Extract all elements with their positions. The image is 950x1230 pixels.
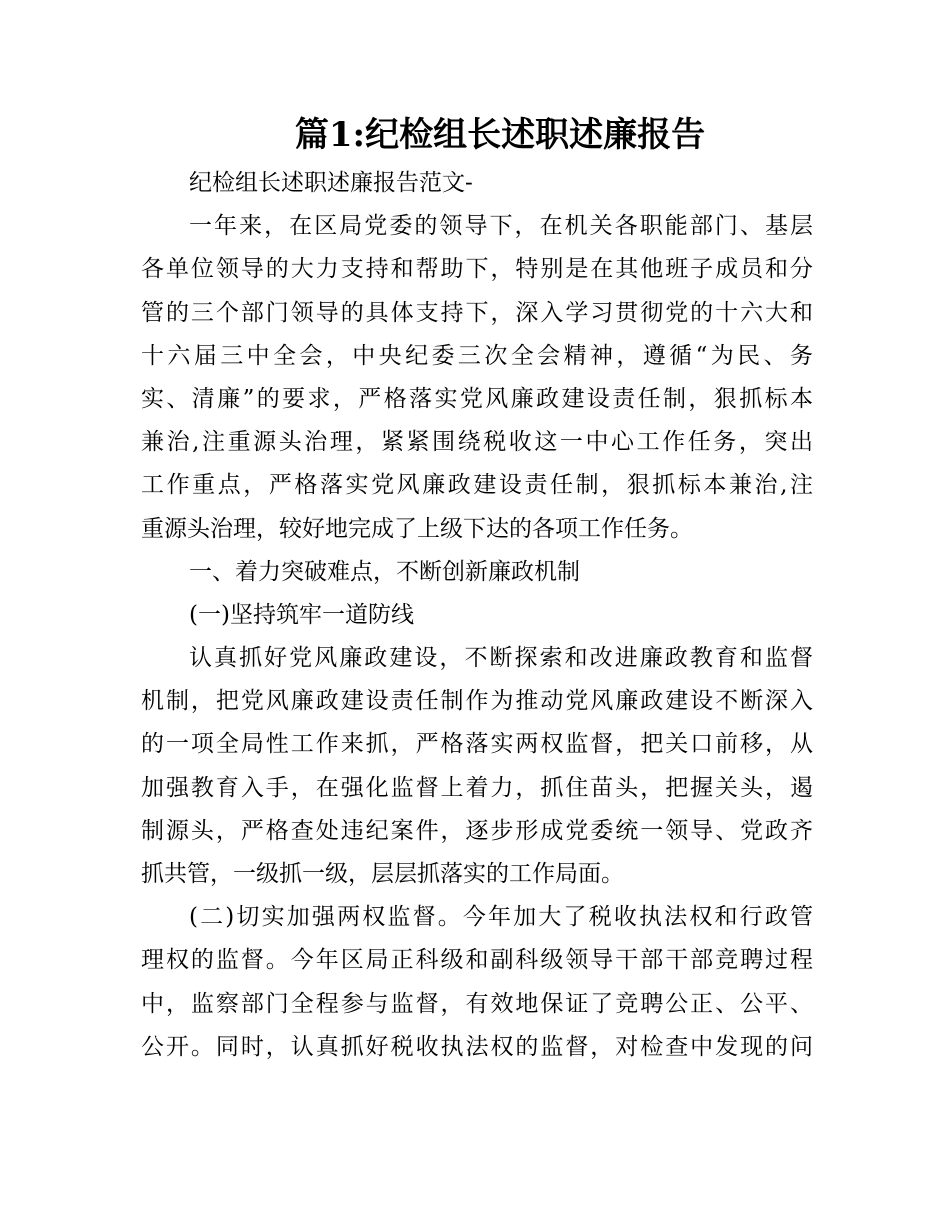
body-line: 认真抓好党风廉政建设，不断探索和改进廉政教育和监督 [189,645,813,672]
body-line: 理权的监督。今年区局正科级和副科级领导干部干部竞聘过程 [141,947,813,974]
body-line: 纪检组长述职述廉报告范文- [189,170,473,196]
body-line: 中，监察部门全程参与监督，有效地保证了竞聘公正、公平、 [141,990,813,1017]
body-line: 兼治,注重源头治理，紧紧围绕税收这一中心工作任务，突出 [141,429,813,456]
document-body [141,162,813,1069]
body-line: 加强教育入手，在强化监督上着力，抓住苗头，把握关头，遏 [141,774,813,801]
body-line: 公开。同时，认真抓好税收执法权的监督，对检查中发现的问 [141,1033,813,1060]
body-line: 一年来，在区局党委的领导下，在机关各职能部门、基层 [189,213,813,240]
body-line: 工作重点，严格落实党风廉政建设责任制，狠抓标本兼治,注 [141,472,813,499]
body-line: 的一项全局性工作来抓，严格落实两权监督，把关口前移，从 [141,731,813,758]
body-line: (一)坚持筑牢一道防线 [189,601,414,628]
body-line: 管的三个部门领导的具体支持下，深入学习贯彻党的十六大和 [141,299,813,326]
body-line: 一、着力突破难点，不断创新廉政机制 [189,558,580,585]
body-line: (二)切实加强两权监督。今年加大了税收执法权和行政管 [189,904,813,931]
body-line: 十六届三中全会，中央纪委三次全会精神，遵循“为民、务 [141,342,813,369]
document-title: 篇1:纪检组长述职述廉报告 [294,115,706,155]
body-line: 机制，把党风廉政建设责任制作为推动党风廉政建设不断深入 [141,688,813,715]
body-line: 实、清廉”的要求，严格落实党风廉政建设责任制，狠抓标本 [141,385,813,412]
body-line: 抓共管，一级抓一级，层层抓落实的工作局面。 [141,861,624,887]
body-line: 重源头治理，较好地完成了上级下达的各项工作任务。 [141,515,693,542]
body-line: 各单位领导的大力支持和帮助下，特别是在其他班子成员和分 [141,256,813,283]
body-line: 制源头，严格查处违纪案件，逐步形成党委统一领导、党政齐 [141,817,813,844]
